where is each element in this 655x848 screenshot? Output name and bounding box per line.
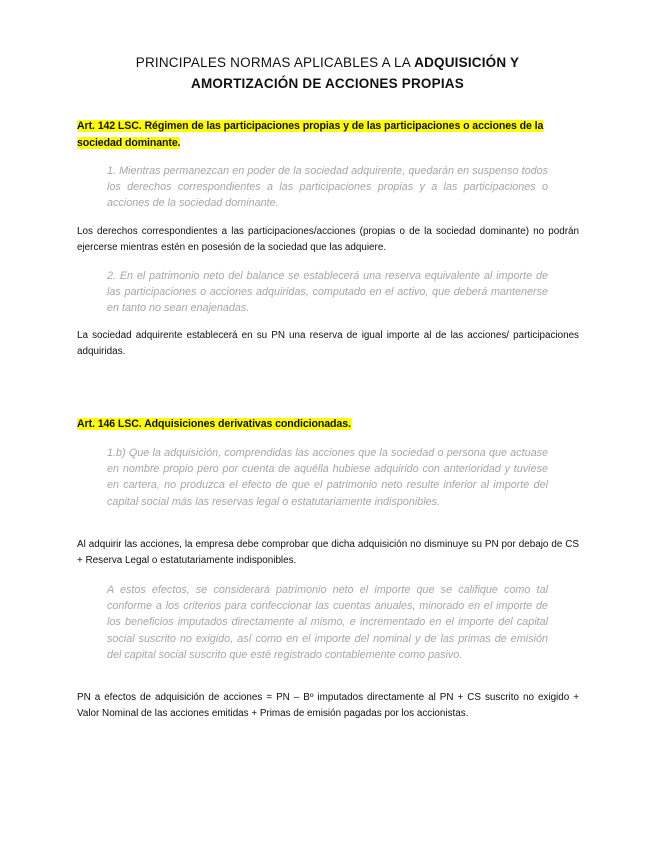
document-title bbox=[60, 52, 595, 94]
highlighted-heading-text: Art. 146 LSC. Adquisiciones derivativas condicionadas. bbox=[77, 418, 351, 430]
commentary-paragraph: Los derechos correspondientes a las participaciones/acciones (propias o de la sociedad dominante) no podrán ejercerse mientras estén en posesión de la sociedad que las adquiere. bbox=[77, 226, 579, 253]
title-bold-line-1: ADQUISICIÓN Y bbox=[414, 55, 520, 70]
highlighted-heading-text: Art. 142 LSC. Régimen de las participaciones propias y de las participaciones o acciones de la sociedad dominante. bbox=[77, 120, 544, 149]
section-heading-art-142 bbox=[77, 118, 579, 151]
formula-paragraph: PN a efectos de adquisición de acciones = PN – Bº imputados directamente al PN + CS suscrito no exigido + Valor Nominal de las acciones emitidas + Primas de emisión pagadas por los accionistas. bbox=[77, 692, 579, 719]
legal-quote-art-146-effects: A estos efectos, se considerará patrimonio neto el importe que se califique como tal conforme a los criterios para confeccionar las cuentas anuales, minorado en el importe de los beneficios imputados directamente al mismo, e incrementado en el importe del capital social suscrito no exigido, así como en el importe del nominal y de las primas de emisión del capital social suscrito que esté registrado contablemente como pasivo. bbox=[107, 584, 548, 661]
legal-quote-art-142-1: 1. Mientras permanezcan en poder de la sociedad adquirente, quedarán en suspenso todos los derechos correspondientes a las participaciones propias y a las participaciones o acciones de la sociedad dominante. bbox=[107, 165, 548, 210]
commentary-paragraph: La sociedad adquirente establecerá en su PN una reserva de igual importe al de las acciones/ participaciones adquiridas. bbox=[77, 330, 579, 357]
legal-quote-art-146-1b: 1.b) Que la adquisición, comprendidas las acciones que la sociedad o persona que actuase en nombre propio pero por cuenta de aquélla hubiese adquirido con anterioridad y tuviese en cartera, no produzca el efecto de que el patrimonio neto resulte inferior al importe del capital social más las reservas legal o estatutariamente indisponibles. bbox=[107, 447, 548, 508]
title-regular-text: PRINCIPALES NORMAS APLICABLES A LA bbox=[135, 55, 415, 70]
legal-quote-art-142-2: 2. En el patrimonio neto del balance se establecerá una reserva equivalente al importe de las participaciones o acciones adquiridas, computado en el activo, que deberá mantenerse en tanto no sean enajenadas. bbox=[107, 270, 548, 315]
section-heading-art-146 bbox=[77, 416, 579, 433]
title-bold-line-2: AMORTIZACIÓN DE ACCIONES PROPIAS bbox=[191, 76, 464, 91]
commentary-paragraph: Al adquirir las acciones, la empresa debe comprobar que dicha adquisición no disminuye su PN por debajo de CS + Reserva Legal o estatutariamente indisponibles. bbox=[77, 539, 579, 566]
